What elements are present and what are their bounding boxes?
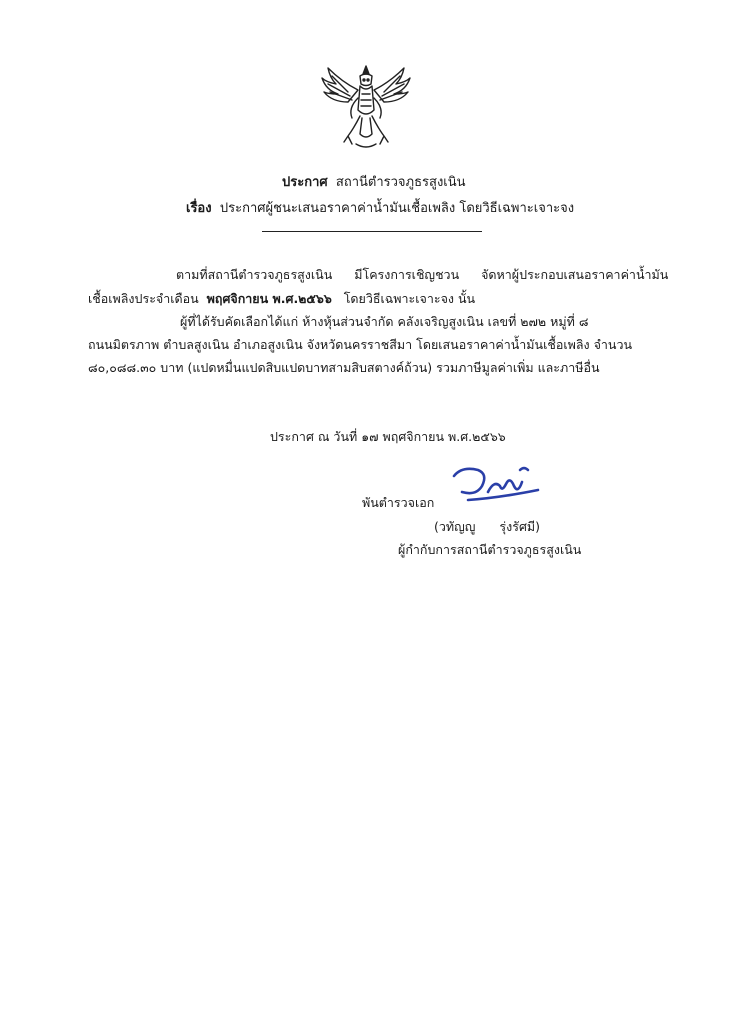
p1-part-b: มีโครงการเชิญชวน	[354, 267, 460, 282]
paragraph-1-line-1	[176, 266, 668, 284]
p1-part-a: ตามที่สถานีตำรวจภูธรสูงเนิน	[176, 267, 333, 282]
subject-label: เรื่อง	[186, 201, 212, 216]
header-divider	[262, 231, 482, 232]
p1-line2-a: เชื้อเพลิงประจำเดือน	[88, 291, 199, 306]
paragraph-2-line-1: ผู้ที่ได้รับคัดเลือกได้แก่ ห้างหุ้นส่วนจำกัด คลังเจริญสูงเนิน เลขที่ ๒๗๒ หมู่ที่ ๘	[180, 314, 589, 329]
subject-text: ประกาศผู้ชนะเสนอราคาค่าน้ำมันเชื้อเพลิง โดยวิธีเฉพาะเจาะจง	[219, 201, 575, 216]
announcement-title	[282, 174, 466, 192]
signatory-position: ผู้กำกับการสถานีตำรวจภูธรสูงเนิน	[398, 542, 582, 557]
signatory-rank: พันตำรวจเอก	[362, 495, 435, 510]
announcement-subject	[186, 200, 574, 218]
announcement-date: ประกาศ ณ วันที่ ๑๗ พฤศจิกายน พ.ศ.๒๕๖๖	[270, 429, 506, 444]
signatory-first-name: (วทัญญู	[434, 519, 476, 534]
handwritten-signature	[448, 462, 544, 504]
signatory-name	[434, 518, 540, 536]
p1-part-c: จัดหาผู้ประกอบเสนอราคาค่าน้ำมัน	[481, 267, 669, 282]
signatory-last-name: รุ่งรัศมี)	[499, 519, 541, 534]
announce-label: ประกาศ	[282, 175, 328, 190]
p1-month: พฤศจิกายน พ.ศ.๒๕๖๖	[206, 291, 332, 306]
garuda-emblem-icon	[318, 62, 414, 152]
paragraph-2-line-3: ๘๐,๐๘๘.๓๐ บาท (แปดหมื่นแปดสิบแปดบาทสามสิบสตางค์ถ้วน) รวมภาษีมูลค่าเพิ่ม และภาษีอื่น	[88, 360, 600, 375]
paragraph-1-line-2	[88, 290, 475, 308]
paragraph-2-line-2: ถนนมิตรภาพ ตำบลสูงเนิน อำเภอสูงเนิน จังหวัดนครราชสีมา โดยเสนอราคาค่าน้ำมันเชื้อเพลิง จำนวน	[88, 337, 633, 352]
p1-line2-b: โดยวิธีเฉพาะเจาะจง นั้น	[343, 291, 476, 306]
organization-name: สถานีตำรวจภูธรสูงเนิน	[335, 175, 466, 190]
